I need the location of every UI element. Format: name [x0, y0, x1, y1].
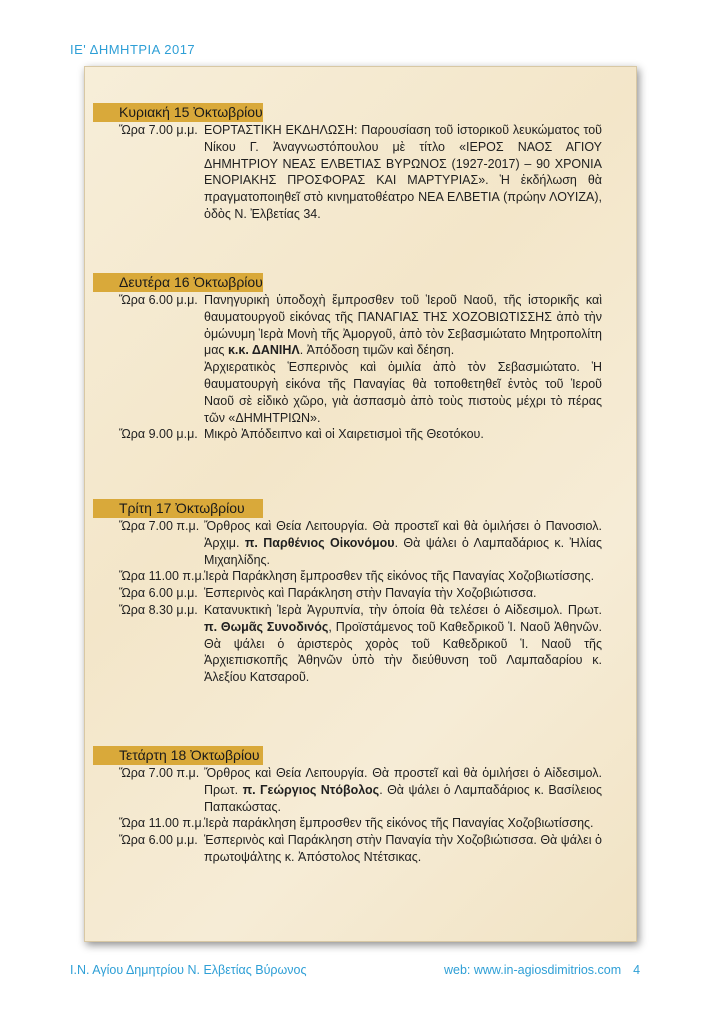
- entry-text-segment: Πανηγυρικὴ ὑποδοχὴ ἔμπροσθεν τοῦ Ἱεροῦ Ναοῦ, τῆς ἱστορικῆς καὶ θαυματουργοῦ εἰκόνας τῆς ΠΑΝΑΓΙΑΣ ΤΗΣ ΧΟΖΟΒΙΩΤΙΣΣΗΣ ἀπὸ τὴν ὁμώνυμη Ἱερὰ Μονὴ τῆς Ἀμοργοῦ, ἀπὸ τὸν Σεβασμιώτατο Μητροπολίτη μας: [204, 293, 602, 358]
- entry-text-segment: ΕΟΡΤΑΣΤΙΚΗ ΕΚΔΗΛΩΣΗ: Παρουσίαση τοῦ ἱστορικοῦ λευκώματος τοῦ Νίκου Γ. Ἀναγνωστόπουλου μὲ τίτλο «ΙΕΡΟΣ ΝΑΟΣ ΑΓΙΟΥ ΔΗΜΗΤΡΙΟΥ ΝΕΑΣ ΕΛΒΕΤΙΑΣ ΒΥΡΩΝΟΣ (1927-2017) – 90 ΧΡΟΝΙΑ ΕΝΟΡΙΑΚΗΣ ΠΡΟΣΦΟΡΑΣ ΚΑΙ ΜΑΡΤΥΡΙΑΣ». Ἡ ἐκδήλωση θὰ πραγματοποιηθεῖ στὸ κινηματοθέατρο ΝΕΑ ΕΛΒΕΤΙΑ (πρώην ΛΟΥΙΖΑ), ὁδὸς Ν. Ἐλβετίας 34.: [204, 123, 602, 221]
- footer-parish-name: Ι.Ν. Αγίου Δημητρίου Ν. Ελβετίας Βύρωνος: [70, 963, 307, 977]
- entry-description: [204, 815, 602, 832]
- entry-description: [204, 832, 602, 866]
- entry-description: [204, 426, 602, 443]
- schedule-entry: [93, 832, 623, 866]
- entry-time: Ὥρα 6.00 μ.μ.: [119, 293, 198, 307]
- entry-description: [204, 518, 602, 568]
- entry-time: [93, 359, 204, 426]
- entry-description: [204, 585, 602, 602]
- entry-time: Ὥρα 6.00 μ.μ.: [119, 586, 198, 601]
- day-heading: Τετάρτη 18 Ὀκτωβρίου: [93, 746, 263, 765]
- entry-text-segment: Κατανυκτικὴ Ἱερὰ Ἀγρυπνία, τὴν ὁποία θὰ τελέσει ὁ Αἰδεσιμολ. Πρωτ.: [204, 602, 602, 617]
- schedule-entry: [93, 122, 623, 223]
- day-section: [93, 103, 623, 223]
- entry-text-segment: Ἑσπερινὸς καὶ Παράκληση στὴν Παναγία τὴν Χοζοβιώτισσα.: [204, 586, 537, 601]
- day-heading: Κυριακή 15 Ὀκτωβρίου: [93, 103, 263, 122]
- schedule-entry: [93, 359, 623, 426]
- page-number: 4: [633, 963, 641, 977]
- entry-highlight-name: π. Θωμᾶς Συνοδινός: [204, 619, 329, 634]
- entry-text-segment: Μικρὸ Ἀπόδειπνο καὶ οἱ Χαιρετισμοὶ τῆς Θεοτόκου.: [204, 427, 484, 442]
- entry-text-segment: Ἱερὰ Παράκληση ἔμπροσθεν τῆς εἰκόνος τῆς Παναγίας Χοζοβιωτίσσης.: [204, 569, 595, 584]
- day-entries: [93, 122, 623, 223]
- entry-text-segment: Ὄρθρος καὶ Θεία Λειτουργία. Θὰ προστεῖ καὶ θὰ ὁμιλήσει ὁ Πανοσιολ. Ἀρχιμ.: [204, 519, 602, 550]
- footer-web: [444, 963, 640, 977]
- entry-description: [204, 359, 602, 426]
- entry-time: Ὥρα 7.00 π.μ.: [119, 766, 200, 780]
- entry-text-segment: , Προϊστάμενος τοῦ Καθεδρικοῦ Ἱ. Ναοῦ Ἀθηνῶν. Θὰ ψάλει ὁ ἀριστερὸς χορὸς τοῦ Καθεδρικοῦ Ἱ. Ναοῦ τῆς Ἀρχιεπισκοπῆς Ἀθηνῶν ὑπὸ τὴν διεύθυνση τοῦ Λαμπαδαρίου κ. Ἀλεξίου Κατσαροῦ.: [204, 619, 602, 685]
- page-header-title: ΙΕ' ΔΗΜΗΤΡΙΑ 2017: [70, 42, 196, 57]
- schedule-panel: [84, 66, 637, 942]
- schedule-entry: [93, 426, 623, 443]
- schedule-entry: [93, 815, 623, 832]
- schedule-entry: [93, 292, 623, 359]
- entry-highlight-name: κ.κ. ΔΑΝΙΗΛ: [227, 343, 300, 358]
- entry-highlight-name: π. Παρθένιος Οἰκονόμου: [244, 535, 395, 550]
- entry-description: [204, 292, 602, 359]
- entry-description: [204, 568, 602, 585]
- schedule-entry: [93, 568, 623, 585]
- day-section: [93, 273, 623, 443]
- entry-text-segment: Ἱερὰ παράκληση ἔμπροσθεν τῆς εἰκόνος τῆς Παναγίας Χοζοβιωτίσσης.: [204, 816, 594, 831]
- entry-text-segment: . Θὰ ψάλει ὁ Λαμπαδάριος κ. Βασίλειος Παπακώστας.: [204, 782, 602, 814]
- entry-description: [204, 122, 602, 223]
- entry-text-segment: Ἑσπερινὸς καὶ Παράκληση στὴν Παναγία τὴν Χοζοβιώτισσα. Θὰ ψάλει ὁ πρωτοψάλτης κ. Ἀπόστολος Ντέτσικας.: [204, 833, 602, 864]
- entry-time: Ὥρα 8.30 μ.μ.: [119, 602, 198, 617]
- entry-text-segment: . Θὰ ψάλει ὁ Λαμπαδάριος κ. Ἠλίας Μιχαηλίδης.: [204, 535, 602, 567]
- day-entries: [93, 518, 623, 686]
- day-heading: Δευτέρα 16 Ὀκτωβρίου: [93, 273, 263, 292]
- day-section: [93, 499, 623, 686]
- schedule-entry: [93, 585, 623, 602]
- schedule-entry: [93, 518, 623, 568]
- entry-time: Ὥρα 9.00 μ.μ.: [119, 427, 198, 442]
- entry-time: Ὥρα 11.00 π.μ.: [119, 569, 206, 584]
- entry-text-segment: Ὄρθρος καὶ Θεία Λειτουργία. Θὰ προστεῖ καὶ θὰ ὁμιλήσει ὁ Αἰδεσιμολ. Πρωτ.: [204, 766, 602, 797]
- entry-time: Ὥρα 11.00 π.μ.: [119, 816, 206, 831]
- entry-time: Ὥρα 7.00 π.μ.: [119, 519, 200, 533]
- entry-description: [204, 602, 602, 686]
- day-entries: [93, 765, 623, 866]
- day-section: [93, 746, 623, 866]
- footer-website-link[interactable]: web: www.in-agiosdimitrios.com: [444, 963, 622, 977]
- day-heading: Τρίτη 17 Ὀκτωβρίου: [93, 499, 263, 518]
- entry-time: Ὥρα 7.00 μ.μ.: [119, 123, 198, 137]
- schedule-entry: [93, 765, 623, 815]
- entry-text-segment: . Ἀπόδοση τιμῶν καὶ δέηση.: [299, 343, 455, 358]
- entry-time: Ὥρα 6.00 μ.μ.: [119, 833, 198, 848]
- entry-description: [204, 765, 602, 815]
- entry-highlight-name: π. Γεώργιος Ντόβολος: [242, 782, 380, 797]
- schedule-entry: [93, 602, 623, 686]
- entry-text-segment: Ἀρχιερατικὸς Ἑσπερινὸς καὶ ὁμιλία ἀπὸ τὸν Σεβασμιώτατο. Ἡ θαυματουργὴ εἰκόνα τῆς Παναγίας θὰ τοποθετηθεῖ ἐντὸς τοῦ Ἱεροῦ Ναοῦ σὲ εἰδικὸ χῶρο, γιὰ ἀσπασμὸ ἀπὸ τοὺς πιστοὺς μέχρι τὸ πέρας τῶν «ΔΗΜΗΤΡΙΩΝ».: [204, 360, 602, 425]
- day-entries: [93, 292, 623, 443]
